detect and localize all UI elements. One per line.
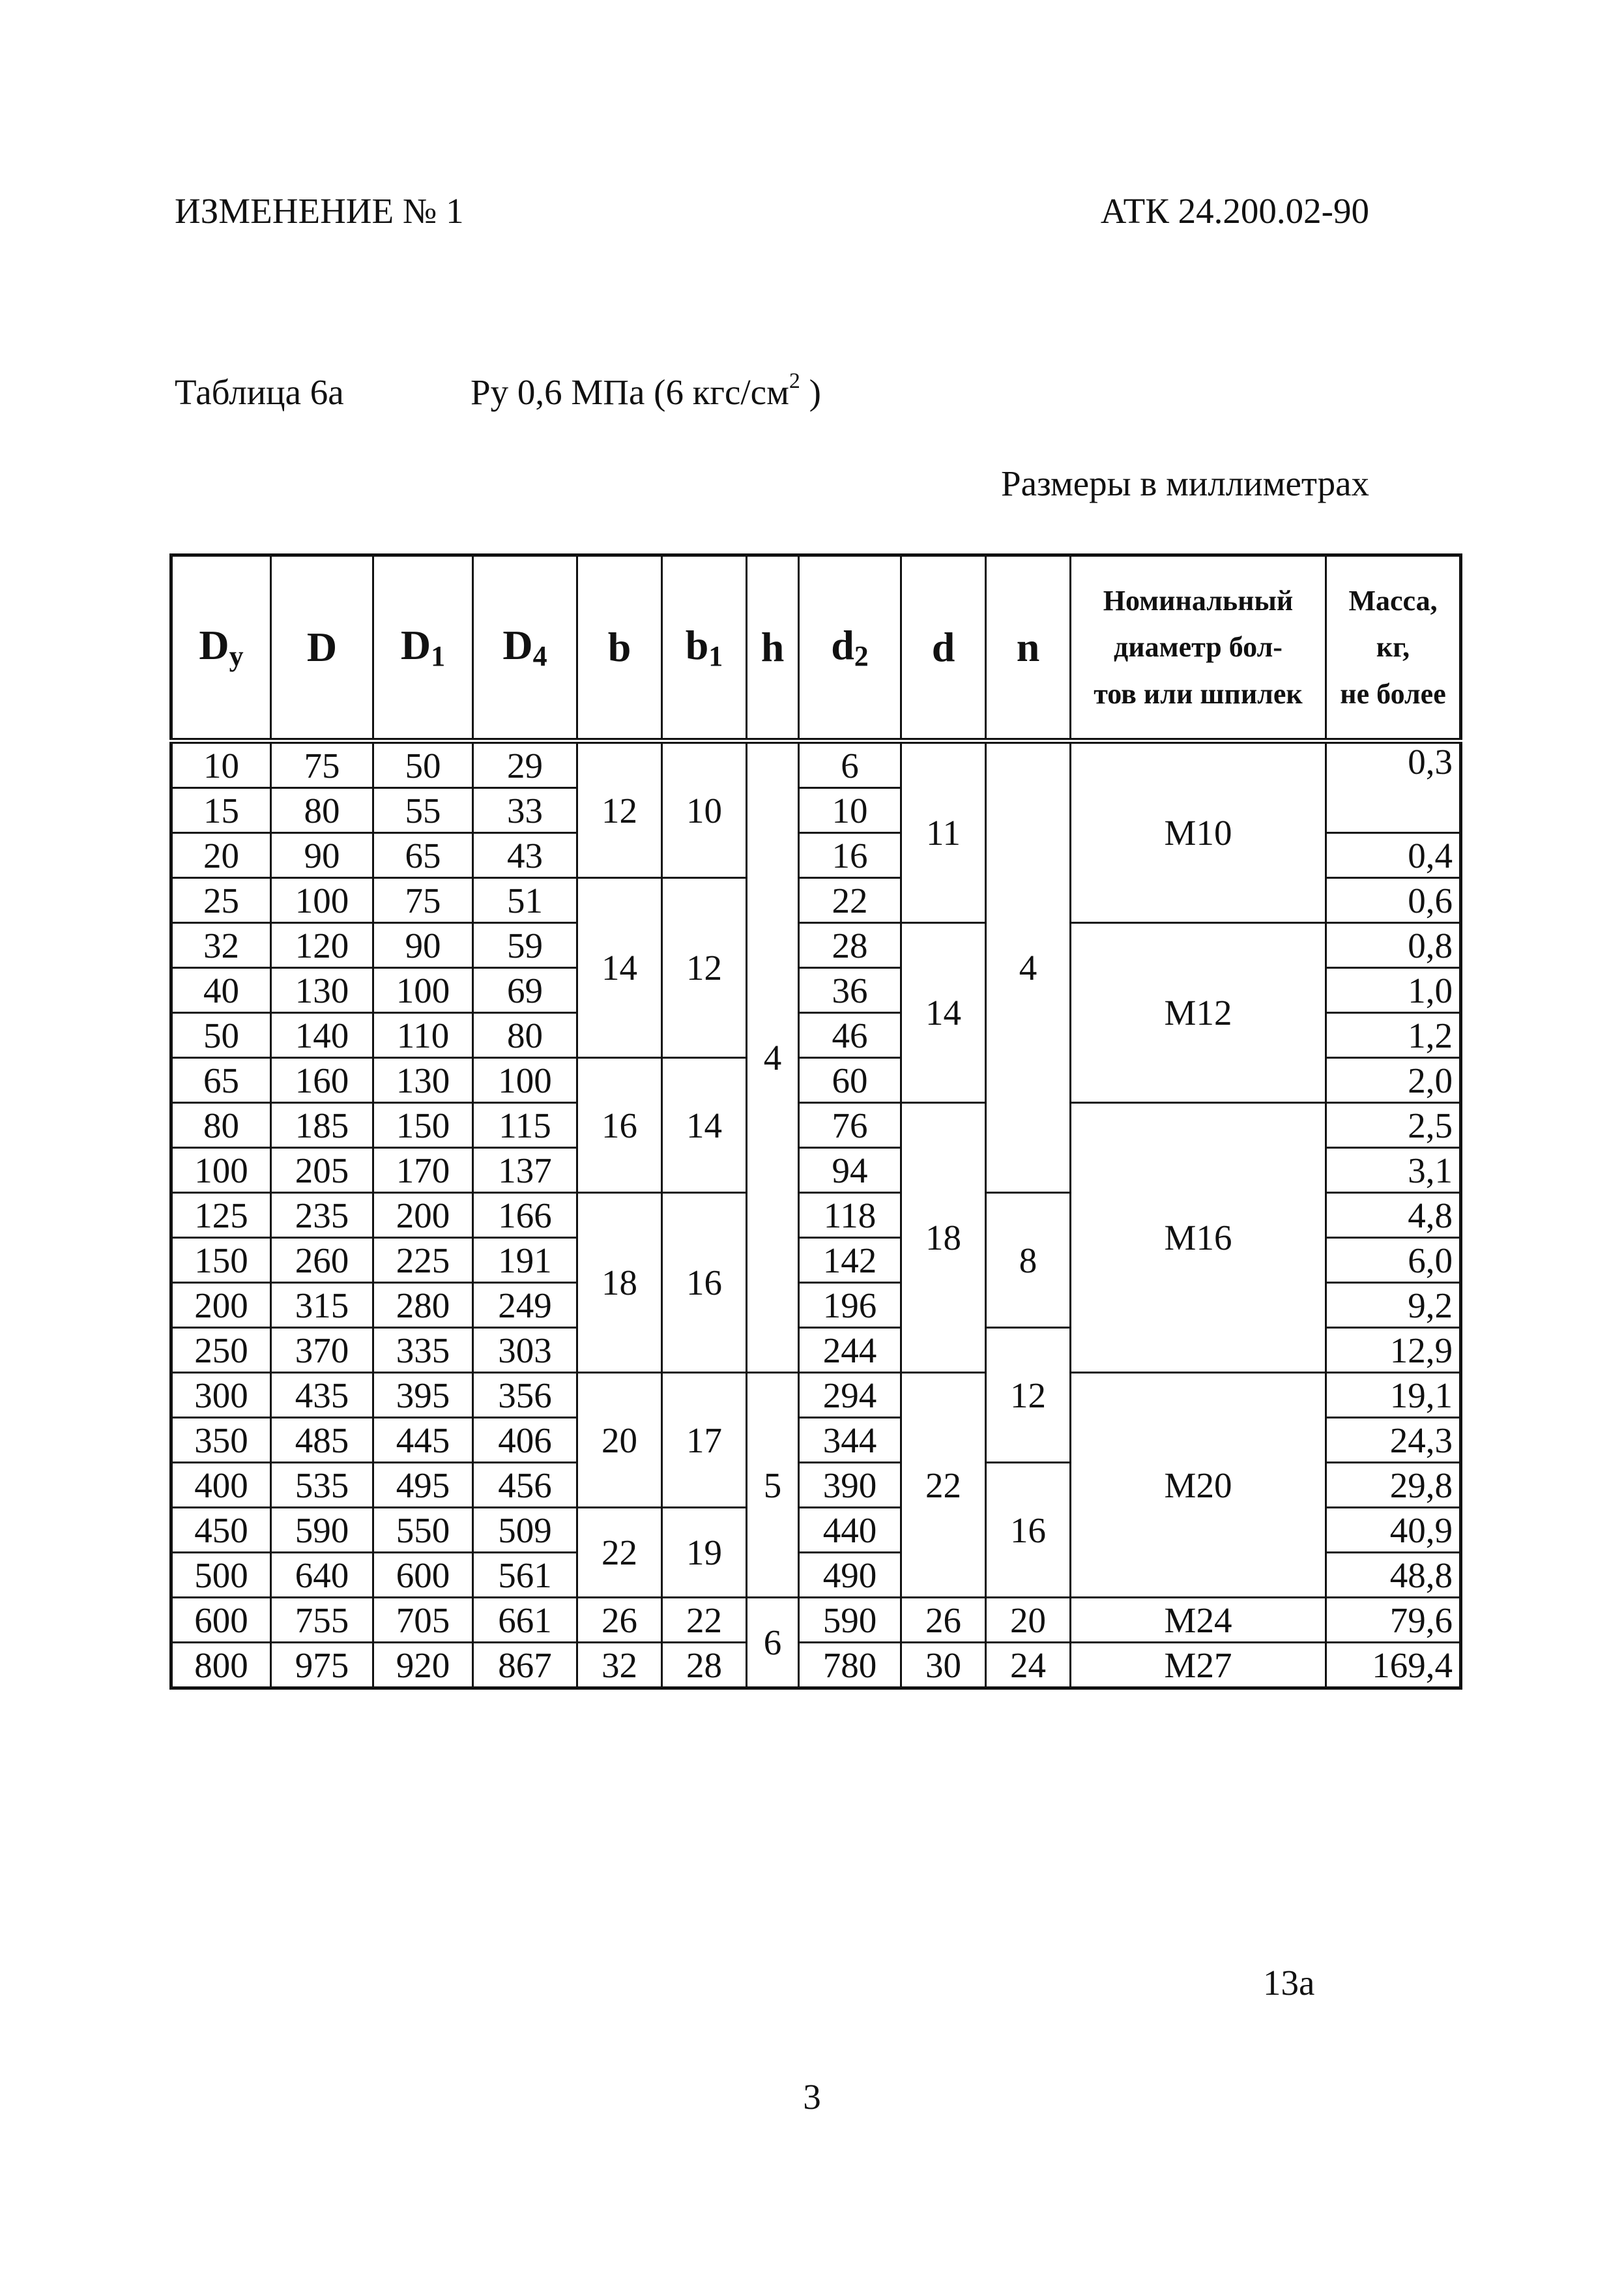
cell-mass: 0,4	[1326, 833, 1461, 878]
cell-d1: 280	[373, 1283, 473, 1328]
cell-d: 18	[901, 1103, 986, 1373]
column-header	[747, 555, 799, 741]
cell-mass: 0,6	[1326, 878, 1461, 923]
cell-d1: 90	[373, 923, 473, 968]
cell-b: 14	[577, 878, 662, 1058]
cell-dy: 15	[171, 788, 271, 833]
column-header-line: тов или шпилек	[1094, 677, 1303, 710]
cell-mass: 0,3	[1326, 741, 1461, 833]
cell-d: 205	[271, 1148, 373, 1193]
cell-d4: 100	[473, 1058, 577, 1103]
cell-d4: 80	[473, 1013, 577, 1058]
cell-d1: 225	[373, 1238, 473, 1283]
cell-dy: 65	[171, 1058, 271, 1103]
cell-d: 975	[271, 1643, 373, 1688]
cell-bolt: М27	[1071, 1643, 1326, 1688]
cell-b1: 16	[662, 1193, 747, 1373]
cell-d2: 60	[799, 1058, 901, 1103]
table-title	[471, 369, 821, 413]
column-header-line: не более	[1340, 677, 1446, 710]
column-symbol: b	[685, 621, 709, 668]
cell-d4: 561	[473, 1553, 577, 1598]
cell-dy: 250	[171, 1328, 271, 1373]
table-title-main: Ру 0,6 МПа (6 кгс/см	[471, 372, 789, 412]
cell-d1: 150	[373, 1103, 473, 1148]
cell-dy: 300	[171, 1373, 271, 1418]
cell-d2: 490	[799, 1553, 901, 1598]
cell-d4: 867	[473, 1643, 577, 1688]
cell-n: 24	[986, 1643, 1071, 1688]
cell-dy: 100	[171, 1148, 271, 1193]
cell-dy: 150	[171, 1238, 271, 1283]
cell-d2: 390	[799, 1463, 901, 1508]
cell-d4: 661	[473, 1598, 577, 1643]
column-symbol-subscript: y	[229, 639, 244, 672]
header-change-number: ИЗМЕНЕНИЕ № 1	[175, 191, 464, 231]
cell-dy: 32	[171, 923, 271, 968]
cell-d4: 43	[473, 833, 577, 878]
page-number: 3	[803, 2077, 821, 2117]
cell-d1: 50	[373, 741, 473, 788]
cell-d4: 115	[473, 1103, 577, 1148]
cell-b1: 19	[662, 1508, 747, 1598]
column-header	[373, 555, 473, 741]
column-symbol: n	[1016, 624, 1040, 670]
cell-d2: 36	[799, 968, 901, 1013]
cell-d: 590	[271, 1508, 373, 1553]
cell-d: 160	[271, 1058, 373, 1103]
cell-d1: 170	[373, 1148, 473, 1193]
cell-d2: 196	[799, 1283, 901, 1328]
table-row	[171, 1103, 1461, 1148]
cell-d4: 191	[473, 1238, 577, 1283]
cell-d1: 75	[373, 878, 473, 923]
column-symbol-subscript: 1	[431, 639, 446, 672]
cell-dy: 40	[171, 968, 271, 1013]
cell-bolt: М10	[1071, 741, 1326, 923]
cell-d1: 445	[373, 1418, 473, 1463]
cell-b1: 28	[662, 1643, 747, 1688]
cell-d: 485	[271, 1418, 373, 1463]
cell-dy: 500	[171, 1553, 271, 1598]
cell-mass: 2,0	[1326, 1058, 1461, 1103]
column-symbol-subscript: 1	[708, 639, 723, 672]
cell-d2: 142	[799, 1238, 901, 1283]
cell-mass: 4,8	[1326, 1193, 1461, 1238]
column-header	[986, 555, 1071, 741]
column-header	[171, 555, 271, 741]
units-note: Размеры в миллиметрах	[1001, 463, 1369, 503]
cell-d: 185	[271, 1103, 373, 1148]
cell-d2: 10	[799, 788, 901, 833]
cell-dy: 20	[171, 833, 271, 878]
table-header-row	[171, 555, 1461, 741]
cell-d2: 6	[799, 741, 901, 788]
column-header	[473, 555, 577, 741]
column-header	[1071, 555, 1326, 741]
table-title-superscript: 2	[789, 369, 800, 393]
column-symbol: D	[502, 621, 533, 668]
column-header-line: диаметр бол-	[1114, 631, 1283, 664]
cell-d2: 22	[799, 878, 901, 923]
cell-mass: 48,8	[1326, 1553, 1461, 1598]
cell-dy: 25	[171, 878, 271, 923]
column-header-line: Масса,	[1348, 585, 1438, 617]
cell-d: 260	[271, 1238, 373, 1283]
column-symbol: b	[607, 624, 631, 670]
cell-d4: 509	[473, 1508, 577, 1553]
cell-mass: 169,4	[1326, 1643, 1461, 1688]
table-row	[171, 1643, 1461, 1688]
cell-d: 120	[271, 923, 373, 968]
column-header	[662, 555, 747, 741]
cell-b: 22	[577, 1508, 662, 1598]
cell-dy: 125	[171, 1193, 271, 1238]
cell-dy: 200	[171, 1283, 271, 1328]
cell-mass: 2,5	[1326, 1103, 1461, 1148]
column-header-line: кг,	[1376, 631, 1410, 664]
column-symbol: D	[306, 624, 338, 670]
cell-b1: 12	[662, 878, 747, 1058]
column-header	[799, 555, 901, 741]
cell-d4: 249	[473, 1283, 577, 1328]
column-symbol-subscript: 2	[854, 639, 869, 672]
cell-d: 315	[271, 1283, 373, 1328]
cell-d2: 76	[799, 1103, 901, 1148]
cell-mass: 12,9	[1326, 1328, 1461, 1373]
cell-d1: 130	[373, 1058, 473, 1103]
cell-d1: 600	[373, 1553, 473, 1598]
cell-dy: 600	[171, 1598, 271, 1643]
table-number: Таблица 6а	[175, 372, 344, 412]
cell-d1: 705	[373, 1598, 473, 1643]
cell-mass: 1,0	[1326, 968, 1461, 1013]
cell-d2: 118	[799, 1193, 901, 1238]
cell-bolt: М16	[1071, 1103, 1326, 1373]
cell-n: 16	[986, 1463, 1071, 1598]
cell-b: 32	[577, 1643, 662, 1688]
flange-dimensions-table	[169, 553, 1462, 1690]
cell-d: 90	[271, 833, 373, 878]
cell-d1: 55	[373, 788, 473, 833]
cell-d: 11	[901, 741, 986, 923]
column-symbol-subscript: 4	[532, 639, 547, 672]
cell-d: 75	[271, 741, 373, 788]
cell-d4: 33	[473, 788, 577, 833]
column-symbol: h	[761, 624, 785, 670]
cell-d4: 69	[473, 968, 577, 1013]
cell-d: 14	[901, 923, 986, 1103]
cell-bolt: М20	[1071, 1373, 1326, 1598]
cell-b: 18	[577, 1193, 662, 1373]
cell-d: 235	[271, 1193, 373, 1238]
cell-d: 140	[271, 1013, 373, 1058]
cell-d2: 94	[799, 1148, 901, 1193]
cell-d4: 51	[473, 878, 577, 923]
cell-d4: 137	[473, 1148, 577, 1193]
cell-d2: 344	[799, 1418, 901, 1463]
cell-d4: 303	[473, 1328, 577, 1373]
cell-d1: 110	[373, 1013, 473, 1058]
cell-d1: 495	[373, 1463, 473, 1508]
cell-b1: 17	[662, 1373, 747, 1508]
column-header	[577, 555, 662, 741]
cell-h: 6	[747, 1598, 799, 1688]
table-row	[171, 923, 1461, 968]
page-code: 13а	[1263, 1963, 1315, 2003]
cell-dy: 450	[171, 1508, 271, 1553]
cell-d2: 294	[799, 1373, 901, 1418]
cell-d: 100	[271, 878, 373, 923]
cell-h: 4	[747, 741, 799, 1373]
cell-dy: 10	[171, 741, 271, 788]
header-document-code: АТК 24.200.02-90	[1100, 191, 1369, 231]
cell-d: 640	[271, 1553, 373, 1598]
cell-b1: 10	[662, 741, 747, 878]
cell-h: 5	[747, 1373, 799, 1598]
table-row	[171, 741, 1461, 788]
cell-mass: 79,6	[1326, 1598, 1461, 1643]
cell-d: 370	[271, 1328, 373, 1373]
cell-mass: 6,0	[1326, 1238, 1461, 1283]
cell-mass: 40,9	[1326, 1508, 1461, 1553]
table-row	[171, 1598, 1461, 1643]
cell-mass: 3,1	[1326, 1148, 1461, 1193]
cell-d1: 550	[373, 1508, 473, 1553]
cell-b: 26	[577, 1598, 662, 1643]
cell-dy: 80	[171, 1103, 271, 1148]
cell-n: 20	[986, 1598, 1071, 1643]
cell-mass: 24,3	[1326, 1418, 1461, 1463]
column-header	[1326, 555, 1461, 741]
cell-mass: 29,8	[1326, 1463, 1461, 1508]
cell-bolt: М12	[1071, 923, 1326, 1103]
cell-d4: 356	[473, 1373, 577, 1418]
cell-d: 22	[901, 1373, 986, 1598]
table-title-end: )	[800, 372, 821, 412]
cell-d2: 590	[799, 1598, 901, 1643]
cell-d1: 100	[373, 968, 473, 1013]
cell-d: 435	[271, 1373, 373, 1418]
cell-b: 16	[577, 1058, 662, 1193]
column-symbol: d	[931, 624, 955, 670]
cell-d2: 28	[799, 923, 901, 968]
cell-d4: 406	[473, 1418, 577, 1463]
cell-d1: 395	[373, 1373, 473, 1418]
table-row	[171, 1373, 1461, 1418]
cell-d1: 335	[373, 1328, 473, 1373]
cell-d1: 65	[373, 833, 473, 878]
cell-dy: 800	[171, 1643, 271, 1688]
table-body	[171, 741, 1461, 1688]
cell-b: 12	[577, 741, 662, 878]
cell-mass: 1,2	[1326, 1013, 1461, 1058]
cell-mass: 0,8	[1326, 923, 1461, 968]
cell-mass: 9,2	[1326, 1283, 1461, 1328]
cell-b1: 14	[662, 1058, 747, 1193]
cell-d: 80	[271, 788, 373, 833]
cell-d: 755	[271, 1598, 373, 1643]
column-header-line: Номинальный	[1103, 585, 1294, 617]
cell-d1: 200	[373, 1193, 473, 1238]
cell-d4: 29	[473, 741, 577, 788]
cell-d: 26	[901, 1598, 986, 1643]
column-header	[271, 555, 373, 741]
cell-n: 4	[986, 741, 1071, 1193]
cell-d2: 780	[799, 1643, 901, 1688]
column-symbol: D	[400, 621, 431, 668]
cell-d2: 16	[799, 833, 901, 878]
cell-dy: 350	[171, 1418, 271, 1463]
cell-d2: 244	[799, 1328, 901, 1373]
cell-dy: 400	[171, 1463, 271, 1508]
cell-d1: 920	[373, 1643, 473, 1688]
cell-d2: 440	[799, 1508, 901, 1553]
cell-d2: 46	[799, 1013, 901, 1058]
cell-d4: 166	[473, 1193, 577, 1238]
cell-b1: 22	[662, 1598, 747, 1643]
cell-d4: 456	[473, 1463, 577, 1508]
cell-d: 535	[271, 1463, 373, 1508]
cell-mass: 19,1	[1326, 1373, 1461, 1418]
cell-d4: 59	[473, 923, 577, 968]
column-header	[901, 555, 986, 741]
cell-d: 130	[271, 968, 373, 1013]
cell-n: 8	[986, 1193, 1071, 1328]
column-symbol: D	[199, 621, 229, 668]
column-symbol: d	[831, 621, 854, 668]
cell-b: 20	[577, 1373, 662, 1508]
cell-dy: 50	[171, 1013, 271, 1058]
cell-n: 12	[986, 1328, 1071, 1463]
cell-d: 30	[901, 1643, 986, 1688]
cell-bolt: М24	[1071, 1598, 1326, 1643]
